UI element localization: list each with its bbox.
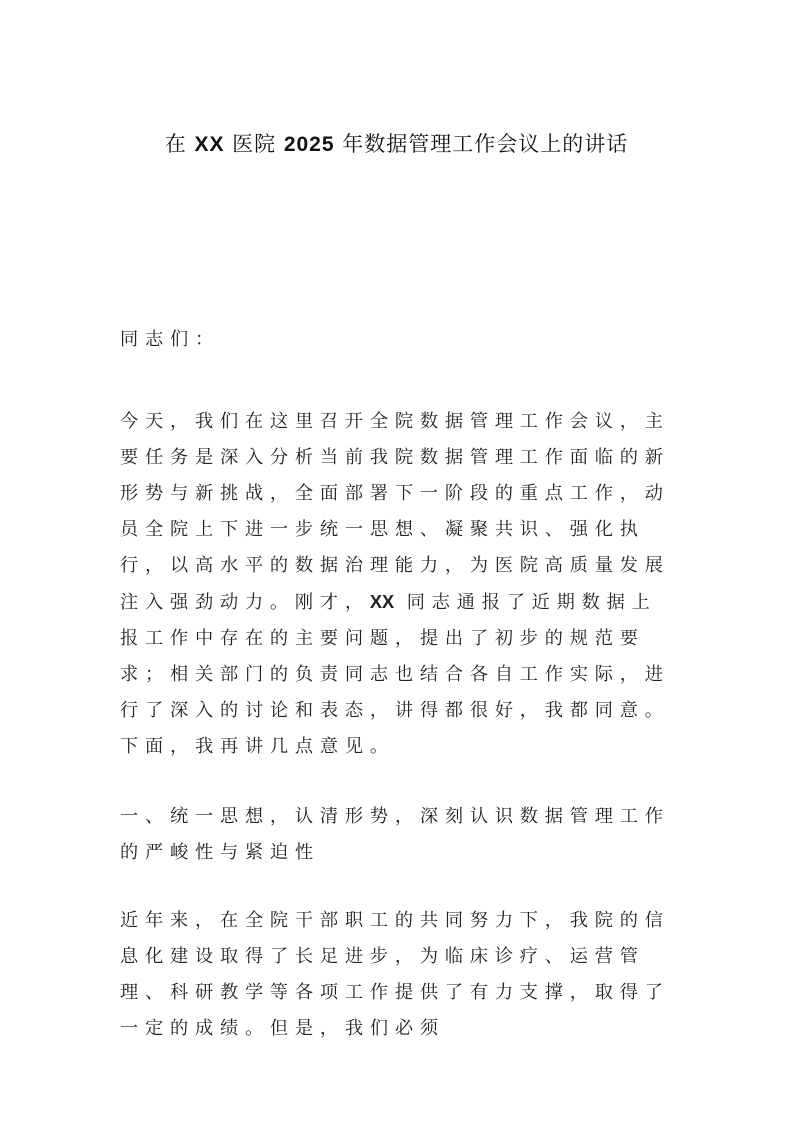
title-suffix: 年数据管理工作会议上的讲话 — [334, 132, 629, 156]
intro-paragraph — [120, 404, 680, 765]
document-title — [0, 128, 793, 161]
salutation: 同志们： — [120, 329, 220, 350]
intro-part1: 今天，我们在这里召开全院数据管理工作会议，主要任务是深入分析当前我院数据管理工作面临的新形势与新挑战，全面部署下一阶段的重点工作，动员全院上下进一步统一思想、凝聚共识、强化执行，以高水平的数据治理能力，为医院高质量发展注入强劲动力。刚才， — [120, 411, 670, 613]
title-mid: 医院 — [224, 132, 284, 156]
title-year: 2025 — [283, 133, 335, 156]
section1-paragraph: 近年来，在全院干部职工的共同努力下，我院的信息化建设取得了长足进步，为临床诊疗、运营管理、科研教学等各项工作提供了有力支撑，取得了一定的成绩。但是，我们必须 — [120, 910, 670, 1039]
section-heading-1: 一、统一思想，认清形势，深刻认识数据管理工作的严峻性与紧迫性 — [120, 806, 670, 863]
title-org: XX — [194, 133, 225, 156]
title-prefix: 在 — [164, 132, 195, 156]
intro-part2: 同志通报了近期数据上报工作中存在的主要问题，提出了初步的规范要求；相关部门的负责同志也结合各自工作实际，进行了深入的讨论和表态，讲得都很好，我都同意。下面，我再讲几点意见。 — [120, 592, 670, 757]
intro-person: XX — [369, 592, 395, 612]
